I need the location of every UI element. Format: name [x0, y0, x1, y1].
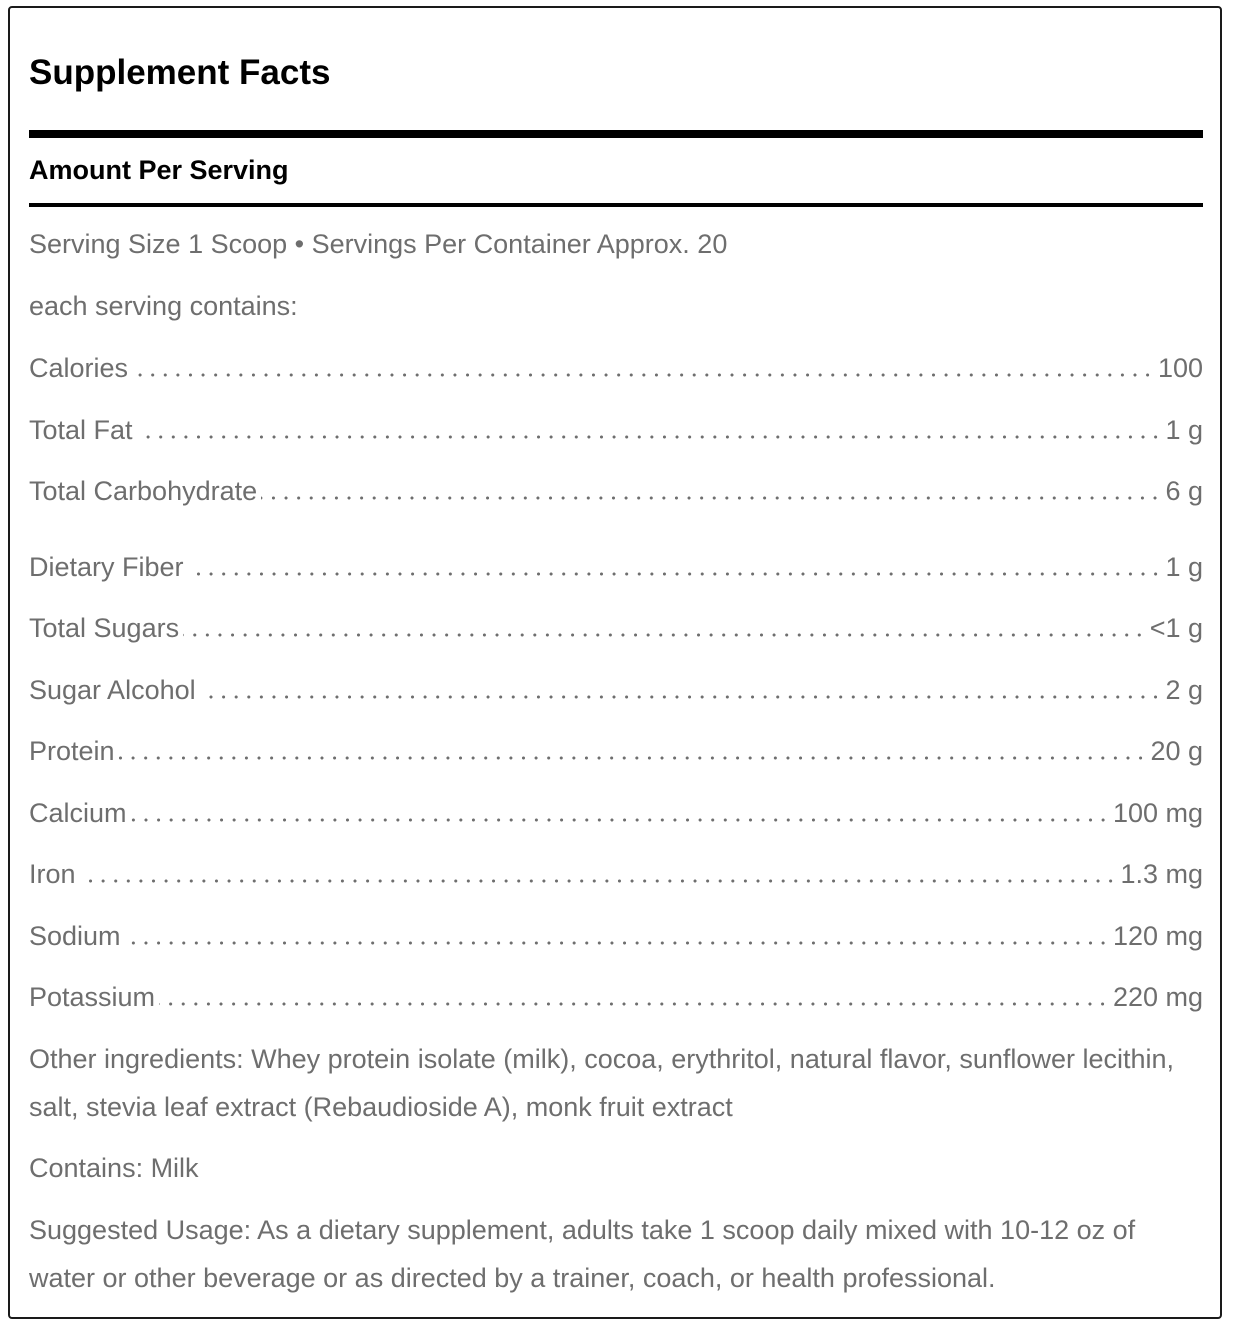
dot-leader — [125, 940, 1109, 946]
contains-allergen-text: Contains: Milk — [29, 1153, 199, 1183]
nutrient-value: 1 g — [1165, 415, 1203, 445]
nutrient-row-potassium — [29, 981, 1203, 1013]
nutrient-row-total-sugars — [29, 612, 1203, 644]
nutrient-label: Iron — [29, 859, 76, 889]
nutrient-value: 1.3 mg — [1120, 859, 1203, 889]
nutrient-row-total-carbohydrate — [29, 475, 1203, 507]
nutrient-row-iron — [29, 858, 1203, 890]
nutrient-label: Sugar Alcohol — [29, 675, 196, 705]
nutrient-label: Protein — [29, 736, 115, 766]
nutrient-value: <1 g — [1149, 613, 1203, 643]
nutrient-label: Calories — [29, 353, 129, 383]
dot-leader — [137, 434, 1162, 440]
nutrient-label: Sodium — [29, 921, 121, 951]
thick-divider — [29, 130, 1203, 138]
nutrient-row-calories — [29, 352, 1203, 384]
dot-leader — [261, 495, 1161, 501]
nutrient-label: Calcium — [29, 798, 127, 828]
nutrient-value: 220 mg — [1112, 982, 1203, 1012]
other-ingredients-text: Other ingredients: Whey protein isolate (milk), cocoa, erythritol, natural flavor, sunflower lecithin, salt, stevia leaf extract (Rebaudioside A), monk fruit extract — [29, 1044, 1174, 1122]
nutrient-value: 6 g — [1165, 476, 1203, 506]
panel-title: Supplement Facts — [29, 53, 331, 92]
nutrient-value: 20 g — [1150, 736, 1203, 766]
nutrient-row-protein — [29, 735, 1203, 767]
dot-leader — [80, 878, 1117, 884]
suggested-usage-text: Suggested Usage: As a dietary supplement, adults take 1 scoop daily mixed with 10-12 oz of water or other beverage or as directed by a trainer, coach, or health professional. — [29, 1215, 1136, 1293]
nutrient-row-calcium — [29, 797, 1203, 829]
nutrient-label: Total Carbohydrate — [29, 476, 258, 506]
amount-per-serving-heading: Amount Per Serving — [29, 155, 289, 185]
dot-leader — [131, 817, 1109, 823]
dot-leader — [200, 694, 1162, 700]
nutrient-value: 2 g — [1165, 675, 1203, 705]
nutrient-value: 100 — [1157, 353, 1203, 383]
nutrient-label: Dietary Fiber — [29, 552, 184, 582]
dot-leader — [183, 632, 1146, 638]
dot-leader — [159, 1001, 1109, 1007]
dot-leader — [119, 755, 1147, 761]
thin-divider — [29, 203, 1203, 207]
nutrient-value: 1 g — [1165, 552, 1203, 582]
nutrient-row-total-fat — [29, 414, 1203, 446]
each-serving-note: each serving contains: — [29, 291, 298, 321]
nutrient-row-sugar-alcohol — [29, 674, 1203, 706]
nutrient-label: Total Sugars — [29, 613, 180, 643]
nutrient-value: 120 mg — [1112, 921, 1203, 951]
nutrient-value: 100 mg — [1112, 798, 1203, 828]
nutrient-row-sodium — [29, 920, 1203, 952]
serving-info: Serving Size 1 Scoop • Servings Per Container Approx. 20 — [29, 229, 728, 259]
nutrient-label: Potassium — [29, 982, 156, 1012]
dot-leader — [188, 571, 1162, 577]
nutrient-row-dietary-fiber — [29, 551, 1203, 583]
dot-leader — [132, 372, 1154, 378]
nutrient-label: Total Fat — [29, 415, 133, 445]
